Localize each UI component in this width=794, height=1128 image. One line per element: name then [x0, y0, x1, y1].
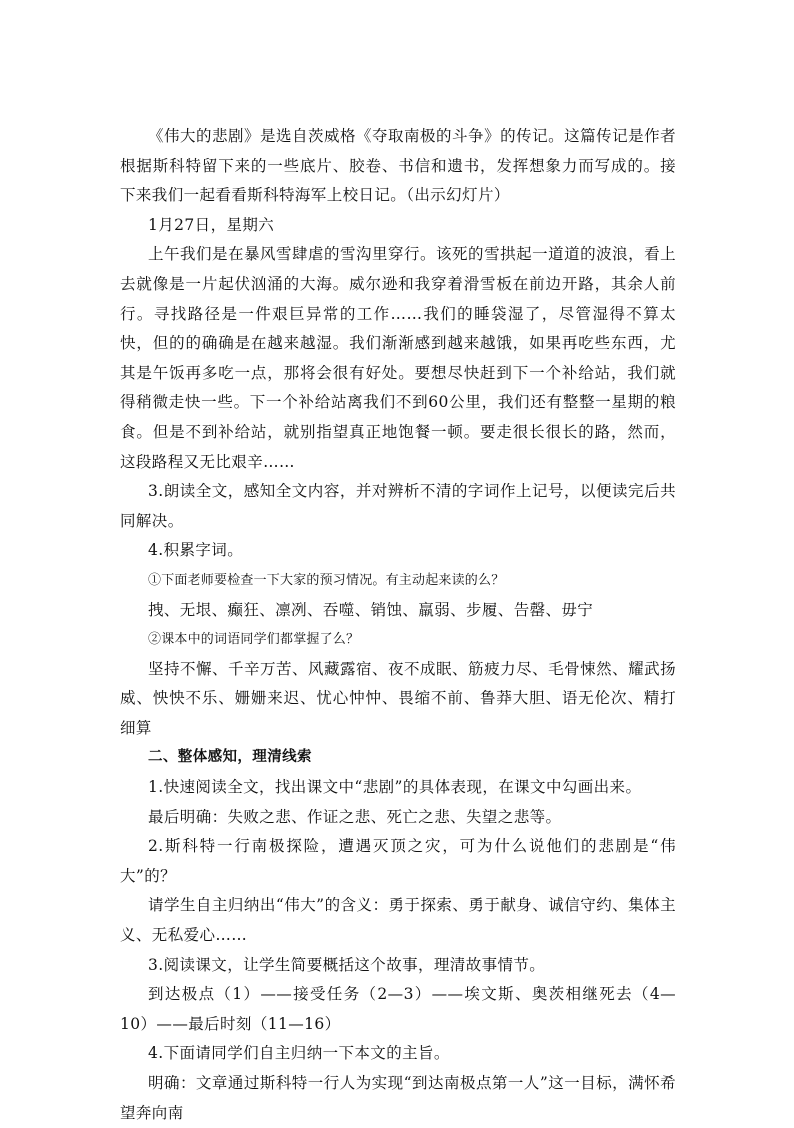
step-3-read-aloud: 3.朗读全文，感知全文内容，并对辨析不清的字词作上记号，以便读完后共同解决。	[120, 482, 676, 530]
task-4-answer: 明确：文章通过斯科特一行人为实现“到达南极点第一人”这一目标，满怀希望奔向南	[120, 1074, 676, 1122]
step-4-vocabulary: 4.积累字词。	[148, 541, 244, 560]
intro-paragraph: 《伟大的悲剧》是选自茨威格《夺取南极的斗争》的传记。这篇传记是作者根据斯科特留下来的一些底片、胶卷、书信和遗书，发挥想象力而写成的。接下来我们一起看看斯科特海军上校日记。（出示幻灯片）	[120, 127, 676, 205]
task-4-question: 4.下面请同学们自主归纳一下本文的主旨。	[148, 1044, 450, 1063]
section-heading-overall: 二、整体感知，理清线索	[148, 749, 312, 766]
idiom-list: 坚持不懈、千辛万苦、风藏露宿、夜不成眠、筋疲力尽、毛骨悚然、耀武扬威、怏怏不乐、姗姗来迟、忧心忡忡、畏缩不前、鲁莽大胆、语无伦次、精打细算	[120, 659, 676, 737]
diary-paragraph: 上午我们是在暴风雪肆虐的雪沟里穿行。该死的雪拱起一道道的波浪，看上去就像是一片起伏汹涌的大海。威尔逊和我穿着滑雪板在前边开路，其余人前行。寻找路径是一件艰巨异常的工作……我们的睡袋湿了，尽管湿得不算太快，但的的确确是在越来越湿。我们渐渐感到越来越饿，如果再吃些东西，尤其是午饭再多吃一点，那将会很有好处。要想尽快赶到下一个补给站，我们就得稍微走快一些。下一个补给站离我们不到60公里，我们还有整整一星期的粮食。但是不到补给站，就别指望真正地饱餐一顿。要走很长很长的路，然而，这段路程又无比艰辛……	[120, 245, 676, 471]
task-1-fast-reading: 1.快速阅读全文，找出课文中“悲剧”的具体表现，在课文中勾画出来。	[148, 778, 642, 797]
character-list: 拽、无垠、癫狂、凛冽、吞噬、销蚀、羸弱、步履、告罄、毋宁	[148, 600, 594, 619]
task-3-plot: 到达极点（1）——接受任务（2—3）——埃文斯、奥茨相继死去（4—10）——最后时刻（11—16）	[120, 985, 676, 1033]
preview-check-question: ①下面老师要检查一下大家的预习情况。有主动起来读的么？	[148, 572, 505, 588]
task-1-answer: 最后明确：失败之悲、作证之悲、死亡之悲、失望之悲等。	[148, 807, 562, 826]
task-3-question: 3.阅读课文，让学生简要概括这个故事，理清故事情节。	[148, 955, 546, 974]
word-mastery-question: ②课本中的词语同学们都掌握了么？	[148, 632, 360, 648]
diary-date: 1月27日，星期六	[148, 215, 275, 234]
task-2-answer: 请学生自主归纳出“伟大”的含义：勇于探索、勇于献身、诚信守约、集体主义、无私爱心……	[120, 896, 676, 945]
task-2-question: 2.斯科特一行南极探险，遭遇灭顶之灾，可为什么说他们的悲剧是“伟大”的？	[120, 837, 676, 885]
document-page	[120, 122, 676, 1128]
